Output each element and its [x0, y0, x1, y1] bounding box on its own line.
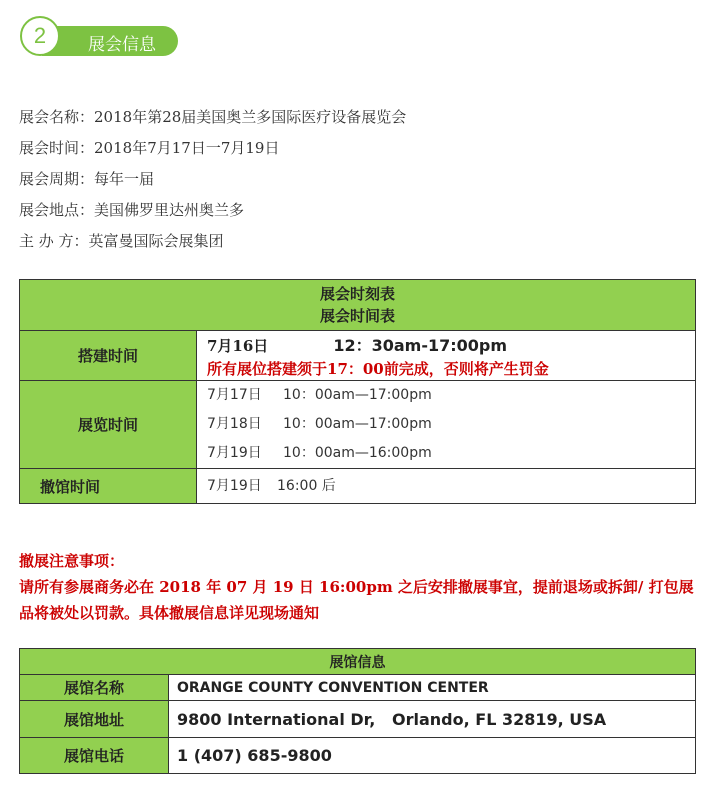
show-time: 10：00am—16:00pm: [283, 445, 432, 461]
show-date: 7月19日: [207, 445, 262, 461]
teardown-cell: [197, 469, 696, 504]
setup-time: 12：30am-17:00pm: [333, 335, 508, 355]
show-label: 展览时间: [20, 381, 197, 469]
teardown-time: 16:00 后: [277, 477, 336, 494]
info-value: 每年一届: [94, 170, 155, 188]
show-time: 10：00am—17:00pm: [283, 416, 432, 432]
show-time: 10：00am—17:00pm: [283, 387, 432, 403]
venue-title: 展馆信息: [20, 649, 696, 675]
teardown-date: 7月19日: [207, 477, 262, 494]
venue-table: [19, 648, 696, 774]
info-label: 展会名称：: [19, 108, 95, 126]
schedule-table: [19, 279, 696, 504]
venue-label: 展馆名称: [20, 675, 169, 701]
venue-row-name: [20, 675, 696, 701]
exhibition-info-list: [19, 105, 406, 260]
setup-date: 7月16日: [207, 336, 269, 355]
venue-value: 9800 International Dr, Orlando, FL 32819, USA: [169, 701, 696, 738]
schedule-title-line1: 展会时刻表: [319, 285, 395, 303]
info-row-name: [19, 105, 406, 136]
show-cell: [197, 381, 696, 469]
notice-title: 撤展注意事项：: [19, 552, 125, 570]
teardown-row: [20, 469, 696, 504]
setup-cell: [197, 331, 696, 381]
info-row-time: [19, 136, 406, 167]
venue-value: 1 (407) 685-9800: [169, 738, 696, 774]
venue-row-address: [20, 701, 696, 738]
info-value: 美国佛罗里达州奥兰多: [94, 201, 245, 219]
info-row-location: [19, 198, 406, 229]
section-title-pill: [42, 26, 178, 56]
info-row-cycle: [19, 167, 406, 198]
teardown-notice: [19, 548, 699, 626]
venue-value: ORANGE COUNTY CONVENTION CENTER: [169, 675, 696, 701]
info-value: 2018年第28届美国奥兰多国际医疗设备展览会: [94, 108, 407, 126]
info-label: 展会时间：: [19, 139, 95, 157]
setup-row: [20, 331, 696, 381]
show-date: 7月17日: [207, 387, 262, 403]
show-line: [207, 381, 695, 410]
schedule-title-line2: 展会时间表: [319, 307, 395, 325]
info-value: 英富曼国际会展集团: [88, 232, 224, 250]
setup-label: 搭建时间: [20, 331, 197, 381]
info-label: 展会周期：: [19, 170, 95, 188]
venue-row-phone: [20, 738, 696, 774]
show-line: [207, 410, 695, 439]
section-number-badge: 2: [20, 16, 60, 56]
notice-body: 请所有参展商务必在 2018 年 07 月 19 日 16:00pm 之后安排撤展事宜，提前退场或拆卸/ 打包展品将被处以罚款。具体撤展信息详见现场通知: [19, 578, 694, 622]
info-label: 展会地点：: [19, 201, 95, 219]
info-label: 主 办 方：: [19, 232, 89, 250]
venue-label: 展馆地址: [20, 701, 169, 738]
info-row-organizer: [19, 229, 406, 260]
schedule-title: [20, 280, 696, 331]
section-title: 展会信息: [88, 35, 156, 55]
show-line: [207, 439, 695, 468]
venue-label: 展馆电话: [20, 738, 169, 774]
show-row: [20, 381, 696, 469]
show-date: 7月18日: [207, 416, 262, 432]
setup-warning: 所有展位搭建须于17：00前完成，否则将产生罚金: [207, 359, 549, 378]
info-value: 2018年7月17日一7月19日: [94, 139, 280, 157]
teardown-label: 撤馆时间: [20, 469, 197, 504]
